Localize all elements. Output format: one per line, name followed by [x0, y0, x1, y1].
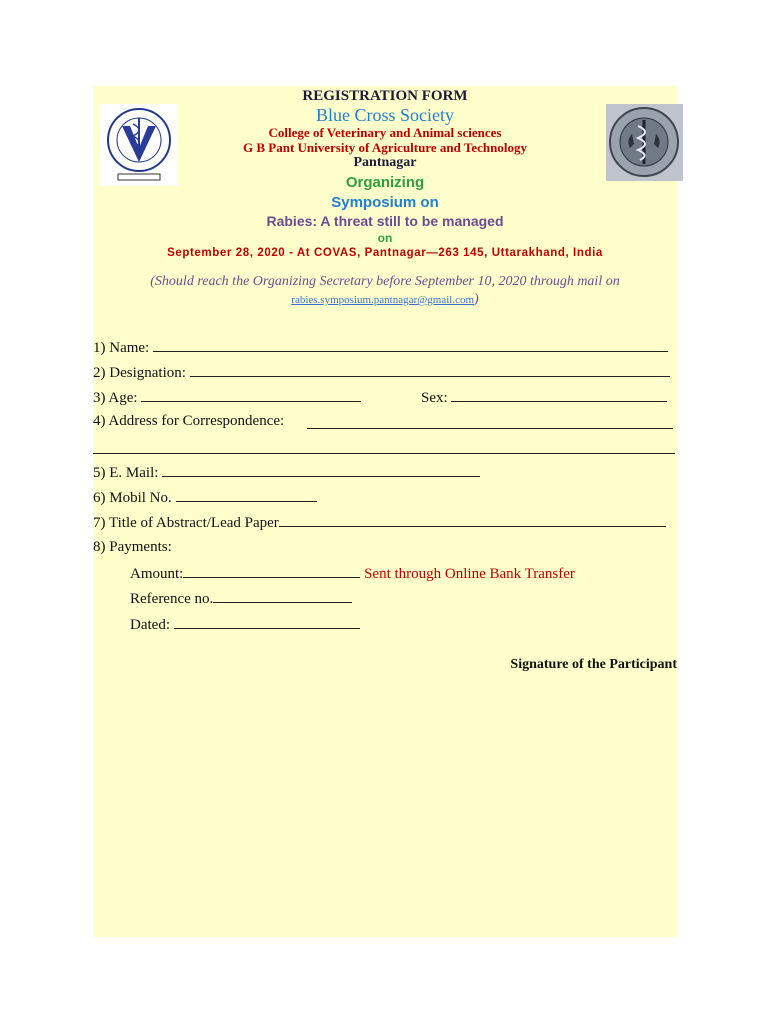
age-input-line[interactable]: [141, 388, 361, 402]
place-name: Pantnagar: [353, 155, 417, 170]
age-row: [93, 388, 361, 407]
sex-label: Sex:: [421, 390, 448, 406]
note-close: ): [474, 292, 479, 307]
event-details: September 28, 2020 - At COVAS, Pantnagar—263 145, Uttarakhand, India: [167, 247, 603, 259]
amount-row: [130, 564, 575, 583]
sex-row: [421, 388, 667, 407]
address-label: 4) Address for Correspondence:: [93, 413, 285, 429]
age-label: 3) Age:: [93, 390, 138, 406]
email-line: [93, 292, 677, 308]
paper-title-row: [93, 513, 666, 532]
university-name: G B Pant University of Agriculture and Technology: [243, 140, 527, 155]
submission-note: (Should reach the Organizing Secretary before September 10, 2020 through mail on: [150, 274, 620, 289]
organizing-label: Organizing: [345, 174, 425, 191]
designation-input-line[interactable]: [190, 363, 670, 377]
contact-email-link[interactable]: rabies.symposium.pantnagar@gmail.com: [291, 294, 475, 306]
dated-label: Dated:: [130, 617, 170, 633]
name-input-line[interactable]: [153, 338, 668, 352]
reference-input-line[interactable]: [213, 589, 352, 603]
name-label: 1) Name:: [93, 340, 150, 356]
reference-label: Reference no.: [130, 591, 214, 607]
society-name: Blue Cross Society: [316, 105, 454, 125]
sex-input-line[interactable]: [451, 388, 667, 402]
dated-input-line[interactable]: [174, 615, 360, 629]
name-row: [93, 338, 668, 357]
email-label: 5) E. Mail:: [93, 465, 159, 481]
designation-row: [93, 363, 670, 382]
paper-title-label: 7) Title of Abstract/Lead Paper: [93, 515, 279, 531]
payments-label: 8) Payments:: [93, 539, 172, 555]
reference-row: [130, 589, 352, 608]
amount-input-line[interactable]: [183, 564, 360, 578]
mobile-label: 6) Mobil No.: [93, 490, 172, 506]
email-input-line[interactable]: [162, 463, 480, 477]
mobile-input-line[interactable]: [176, 488, 317, 502]
email-row: [93, 463, 480, 482]
mobile-row: [93, 488, 317, 507]
on-label: on: [377, 231, 393, 245]
paper-title-input-line[interactable]: [279, 513, 666, 527]
payments-row: [93, 539, 172, 556]
registration-form-sheet: [93, 86, 677, 937]
amount-label: Amount:: [130, 566, 184, 582]
address-input-line-1[interactable]: [307, 428, 673, 429]
college-name: College of Veterinary and Animal sciences: [268, 125, 502, 140]
designation-label: 2) Designation:: [93, 365, 186, 381]
symposium-topic: Rabies: A threat still to be managed: [266, 213, 504, 229]
symposium-label: Symposium on: [331, 194, 439, 211]
signature-label: Signature of the Participant: [510, 657, 677, 672]
address-input-line-2[interactable]: [93, 453, 675, 454]
amount-note: Sent through Online Bank Transfer: [364, 566, 575, 582]
dated-row: [130, 615, 360, 634]
form-title: REGISTRATION FORM: [302, 88, 468, 104]
address-row: [93, 413, 284, 430]
